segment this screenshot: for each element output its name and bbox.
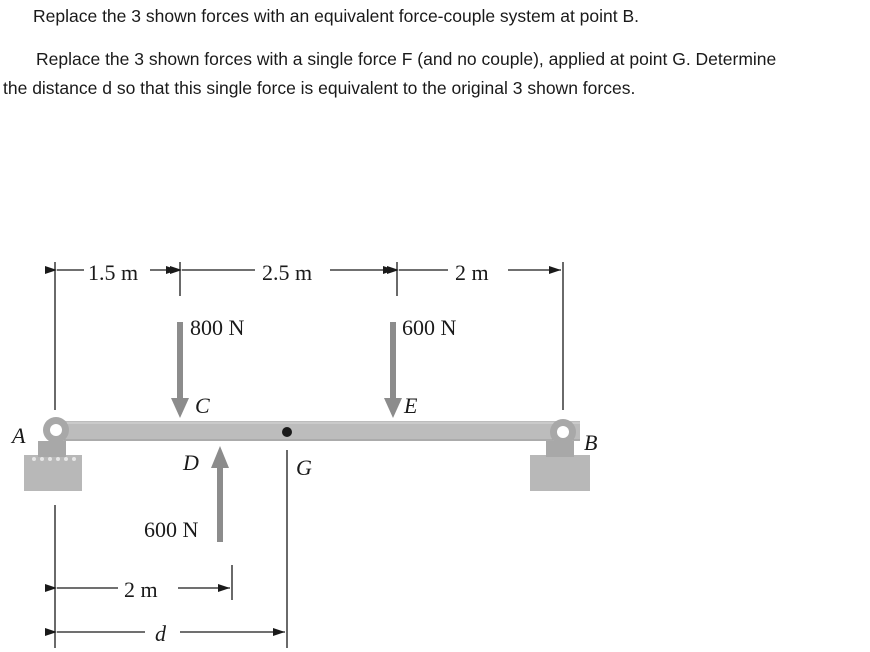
problem-line-1: Replace the 3 shown forces with an equivalent force-couple system at point B. <box>33 6 640 26</box>
dim-label-2m-lower: 2 m <box>124 577 158 602</box>
force-arrow-c <box>171 322 189 418</box>
point-label-g: G <box>296 455 312 480</box>
beam <box>50 421 580 441</box>
point-label-e: E <box>404 393 418 418</box>
point-label-b: B <box>584 430 598 455</box>
dim-label-2-5m: 2.5 m <box>262 260 313 285</box>
dim-label-2m-top: 2 m <box>455 260 489 285</box>
problem-line-3: the distance d so that this single force is equivalent to the original 3 shown forces. <box>3 78 636 98</box>
problem-line-2: Replace the 3 shown forces with a single force F (and no couple), applied at point G. Determine <box>36 49 777 69</box>
lower-dimensions <box>55 450 287 648</box>
dim-label-1-5m: 1.5 m <box>88 260 139 285</box>
dim-label-d: d <box>155 621 166 646</box>
point-label-d: D <box>183 450 199 475</box>
force-label-c: 800 N <box>190 315 245 340</box>
force-arrow-e <box>384 322 402 418</box>
point-label-a: A <box>12 423 26 448</box>
force-label-e: 600 N <box>402 315 457 340</box>
force-arrow-d <box>211 446 229 542</box>
point-label-c: C <box>195 393 210 418</box>
point-g-dot <box>282 427 292 437</box>
force-label-d: 600 N <box>144 517 199 542</box>
